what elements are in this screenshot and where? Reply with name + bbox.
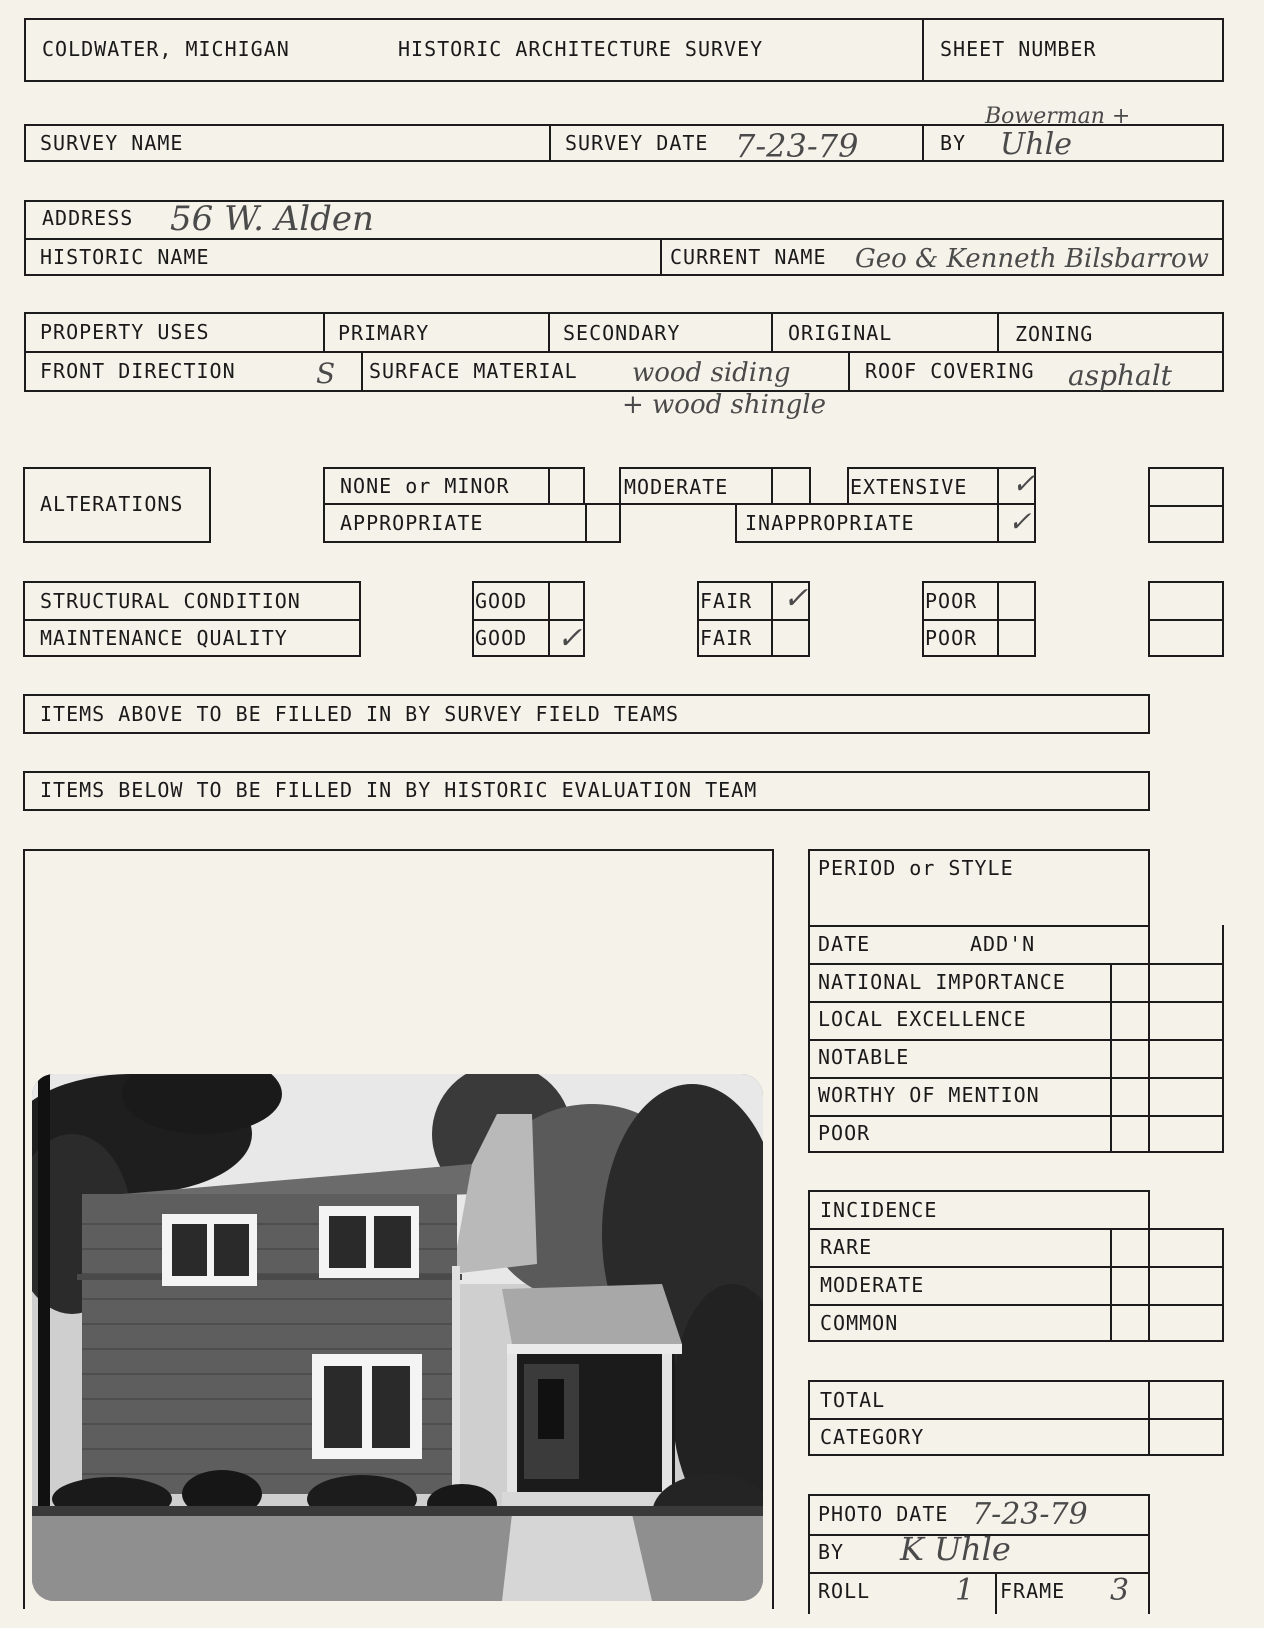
maintenance-good-check: ✓: [557, 621, 583, 656]
address-value: 56 W. Alden: [170, 199, 374, 239]
roof-covering-label: ROOF COVERING: [865, 359, 1035, 383]
original-label: ORIGINAL: [788, 321, 893, 345]
structural-poor-label: POOR: [925, 589, 978, 613]
alterations-label: ALTERATIONS: [40, 492, 184, 516]
none-minor-label: NONE or MINOR: [340, 474, 510, 498]
front-direction-value: S: [316, 357, 336, 390]
incidence-label: INCIDENCE: [820, 1198, 938, 1222]
extensive-label: EXTENSIVE: [850, 475, 968, 499]
incidence-moderate-label: MODERATE: [820, 1273, 925, 1297]
date-label: DATE: [818, 932, 871, 956]
survey-by-value-1: Bowerman +: [985, 104, 1131, 129]
common-label: COMMON: [820, 1311, 899, 1335]
structural-fair-check: ✓: [783, 581, 809, 616]
frame-label: FRAME: [1000, 1579, 1066, 1603]
house-photo: [32, 1074, 763, 1601]
evaluation-poor-label: POOR: [818, 1121, 871, 1145]
total-label: TOTAL: [820, 1388, 886, 1412]
maintenance-fair-label: FAIR: [700, 626, 753, 650]
current-name-value: Geo & Kenneth Bilsbarrow: [855, 244, 1209, 274]
notable-label: NOTABLE: [818, 1045, 910, 1069]
photo-by-value: K Uhle: [900, 1530, 1011, 1568]
frame-value: 3: [1110, 1573, 1130, 1608]
photo-by-label: BY: [818, 1540, 845, 1564]
maintenance-good-label: GOOD: [475, 626, 528, 650]
worthy-of-mention-label: WORTHY OF MENTION: [818, 1083, 1040, 1107]
form-title: HISTORIC ARCHITECTURE SURVEY: [398, 37, 764, 61]
photo-date-value: 7-23-79: [972, 1497, 1088, 1532]
national-importance-label: NATIONAL IMPORTANCE: [818, 970, 1066, 994]
category-label: CATEGORY: [820, 1425, 925, 1449]
addn-label: ADD'N: [970, 932, 1036, 956]
survey-by-value-2: Uhle: [1000, 127, 1072, 162]
structural-good-label: GOOD: [475, 589, 528, 613]
inappropriate-label: INAPPROPRIATE: [745, 511, 915, 535]
maintenance-poor-label: POOR: [925, 626, 978, 650]
survey-by-label: BY: [940, 131, 967, 155]
front-direction-label: FRONT DIRECTION: [40, 359, 236, 383]
primary-label: PRIMARY: [338, 321, 430, 345]
local-excellence-label: LOCAL EXCELLENCE: [818, 1007, 1027, 1031]
current-name-label: CURRENT NAME: [670, 245, 827, 269]
secondary-label: SECONDARY: [563, 321, 681, 345]
historic-name-label: HISTORIC NAME: [40, 245, 210, 269]
surface-material-value-1: wood siding: [632, 358, 791, 388]
survey-date-value: 7-23-79: [735, 127, 859, 165]
surface-material-value-2: + wood shingle: [622, 390, 827, 420]
maintenance-quality-label: MAINTENANCE QUALITY: [40, 626, 288, 650]
survey-name-label: SURVEY NAME: [40, 131, 184, 155]
inappropriate-check: ✓: [1008, 505, 1032, 538]
extensive-check: ✓: [1012, 467, 1036, 500]
appropriate-label: APPROPRIATE: [340, 511, 484, 535]
sheet-number-label: SHEET NUMBER: [940, 37, 1097, 61]
property-uses-label: PROPERTY USES: [40, 320, 210, 344]
roof-covering-value: asphalt: [1068, 359, 1172, 392]
roll-label: ROLL: [818, 1579, 871, 1603]
moderate-label: MODERATE: [624, 475, 729, 499]
roll-value: 1: [955, 1573, 975, 1608]
field-teams-note: ITEMS ABOVE TO BE FILLED IN BY SURVEY FIELD TEAMS: [40, 702, 680, 726]
rare-label: RARE: [820, 1235, 873, 1259]
address-label: ADDRESS: [42, 206, 134, 230]
survey-date-label: SURVEY DATE: [565, 131, 709, 155]
structural-condition-label: STRUCTURAL CONDITION: [40, 589, 301, 613]
structural-fair-label: FAIR: [700, 589, 753, 613]
surface-material-label: SURFACE MATERIAL: [369, 359, 578, 383]
period-style-label: PERIOD or STYLE: [818, 856, 1014, 880]
city-label: COLDWATER, MICHIGAN: [42, 37, 290, 61]
zoning-label: ZONING: [1015, 322, 1094, 346]
photo-date-label: PHOTO DATE: [818, 1502, 949, 1526]
evaluation-team-note: ITEMS BELOW TO BE FILLED IN BY HISTORIC EVALUATION TEAM: [40, 778, 758, 802]
